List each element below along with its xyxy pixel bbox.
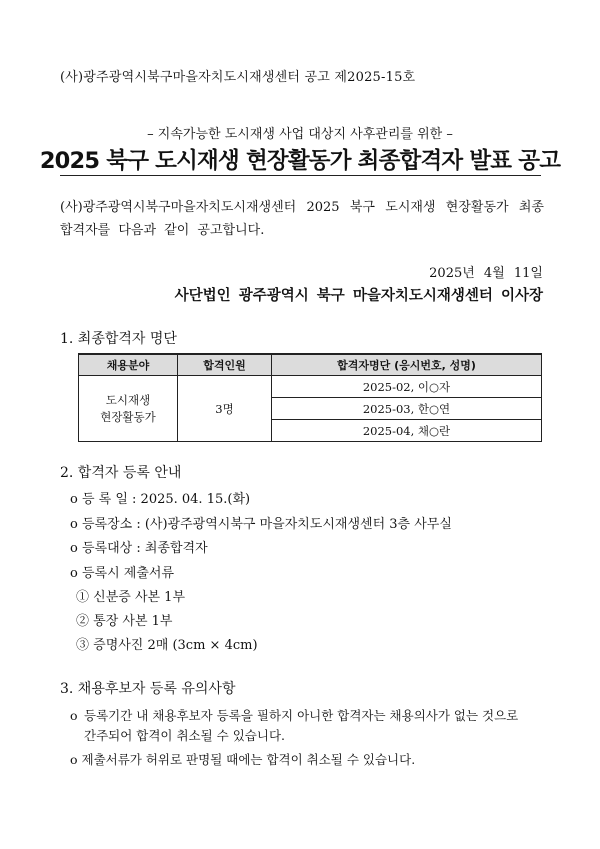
required-documents-item: o 등록시 제출서류: [70, 566, 174, 581]
section-heading-cautions: 3. 채용후보자 등록 유의사항: [60, 681, 236, 697]
intro-paragraph: (사)광주광역시북구마을자치도시재생센터 2025 북구 도시재생 현장활동가 최종합격자를 다음과 같이 공고합니다.: [60, 200, 544, 238]
section-heading-final-list: 1. 최종합격자 명단: [60, 331, 177, 347]
field-line-2: 현장활동가: [100, 409, 156, 424]
registration-place-item: o 등록장소 : (사)광주광역시북구 마을자치도시재생센터 3층 사무실: [70, 517, 452, 532]
table-header-count: 합격인원: [178, 354, 272, 376]
bullet: o: [70, 708, 78, 723]
candidate-cell: 2025-04, 채○란: [272, 420, 542, 442]
count-cell: 3명: [178, 376, 272, 442]
table-header-candidates: 합격자명단 (응시번호, 성명): [272, 354, 542, 376]
table-header-row: [79, 354, 542, 376]
candidate-cell: 2025-03, 한○연: [272, 398, 542, 420]
registration-target-item: o 등록대상 : 최종합격자: [70, 541, 208, 556]
subtitle: – 지속가능한 도시재생 사업 대상지 사후관리를 위한 –: [147, 127, 453, 142]
announcement-date: 2025년 4월 11일: [429, 266, 543, 281]
section-heading-registration: 2. 합격자 등록 안내: [60, 465, 182, 481]
table-header-field: 채용분야: [79, 354, 178, 376]
issuer-name: 사단법인 광주광역시 북구 마을자치도시재생센터 이사장: [174, 287, 543, 304]
caution-1-line-2: 간주되어 합격이 취소될 수 있습니다.: [84, 728, 285, 743]
document-id-copy: ① 신분증 사본 1부: [76, 590, 186, 605]
page-title: 2025 북구 도시재생 현장활동가 최종합격자 발표 공고: [39, 148, 561, 174]
registration-date-item: o 등 록 일 : 2025. 04. 15.(화): [70, 492, 251, 507]
table-row: [79, 376, 542, 398]
field-cell: [79, 376, 178, 442]
caution-1-line-1: 등록기간 내 채용후보자 등록을 필하지 아니한 합격자는 채용의사가 없는 것으로: [84, 708, 519, 723]
notice-number: (사)광주광역시북구마을자치도시재생센터 공고 제2025-15호: [60, 70, 416, 85]
caution-item-2: o 제출서류가 허위로 판명될 때에는 합격이 취소될 수 있습니다.: [70, 752, 416, 767]
caution-item-1: [70, 706, 550, 746]
candidate-cell: 2025-02, 이○자: [272, 376, 542, 398]
document-bankbook-copy: ② 통장 사본 1부: [76, 614, 173, 629]
field-line-1: 도시재생: [105, 392, 151, 407]
final-candidates-table: [78, 353, 542, 442]
title-underline: [60, 175, 541, 176]
document-photos: ③ 증명사진 2매 (3cm × 4cm): [76, 638, 258, 653]
